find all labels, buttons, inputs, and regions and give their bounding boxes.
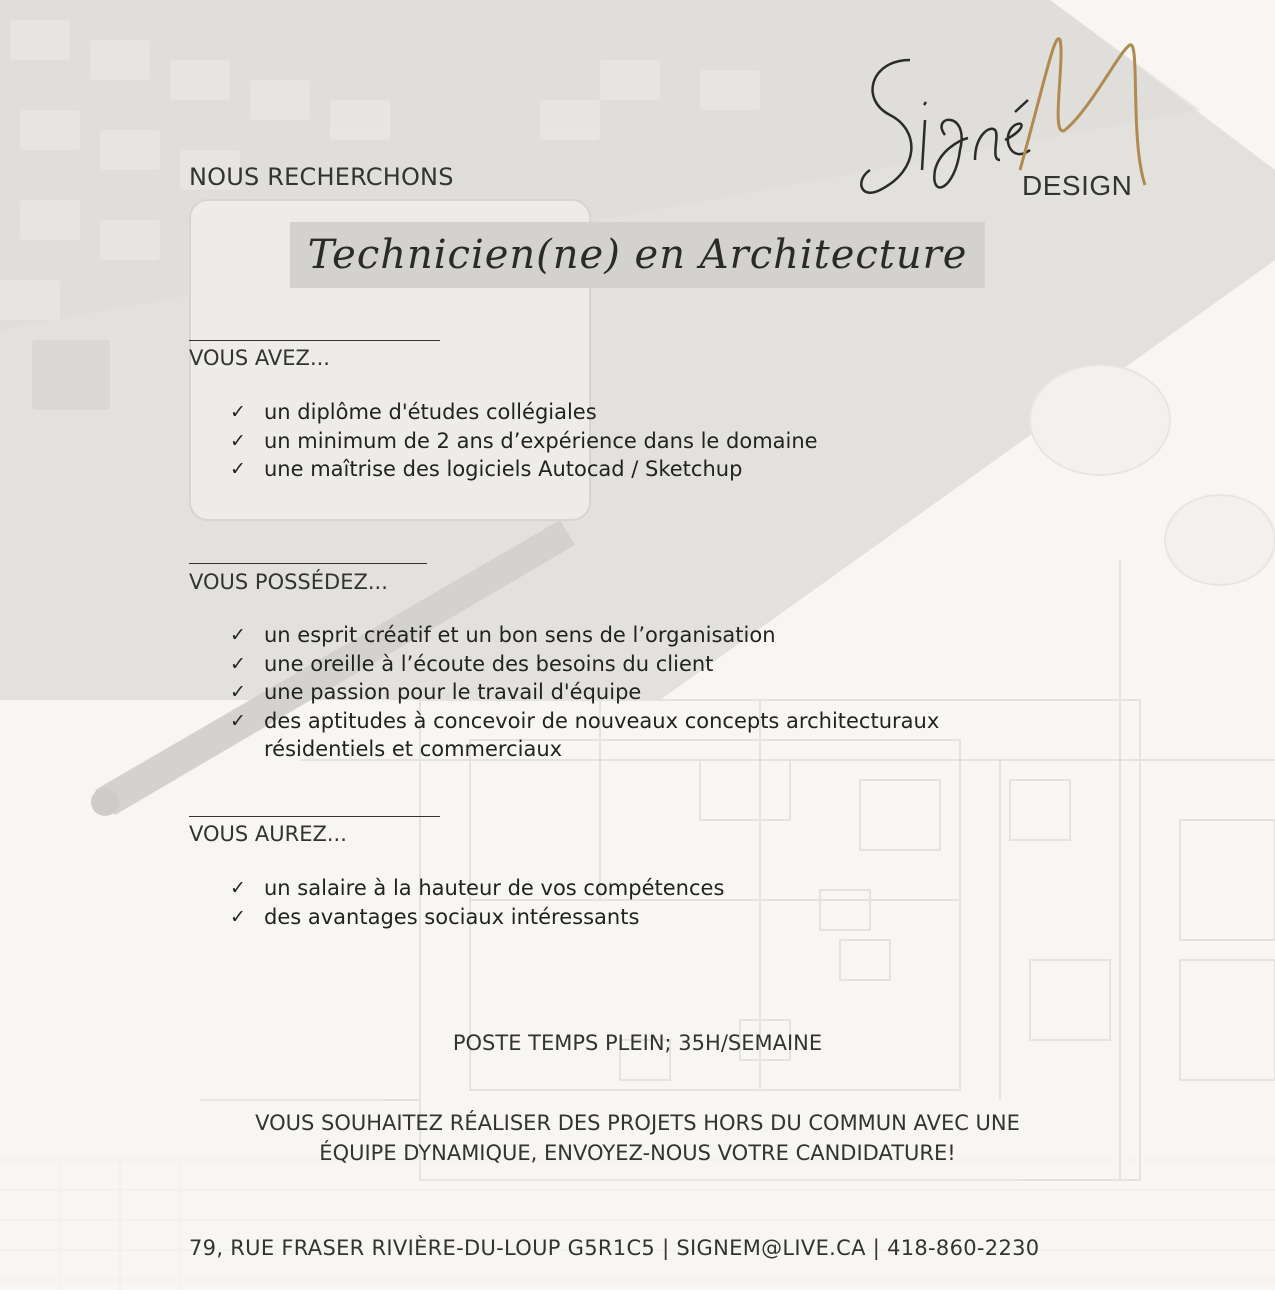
list-item-text: une passion pour le travail d'équipe — [264, 680, 642, 704]
list-item — [228, 707, 988, 764]
list-item — [228, 874, 724, 903]
list-item — [228, 427, 818, 456]
section-title-vous-possedez: VOUS POSSÉDEZ... — [189, 570, 388, 594]
list-vous-avez — [228, 398, 818, 484]
call-to-action — [0, 1108, 1275, 1168]
poste-line: POSTE TEMPS PLEIN; 35H/SEMAINE — [452, 1031, 823, 1055]
list-vous-aurez — [228, 874, 724, 931]
list-item — [228, 650, 988, 679]
job-title: Technicien(ne) en Architecture — [307, 232, 968, 278]
list-vous-possedez — [228, 621, 988, 764]
lead-heading: NOUS RECHERCHONS — [189, 163, 454, 191]
section-title-vous-avez: VOUS AVEZ... — [189, 346, 330, 370]
list-item — [228, 398, 818, 427]
list-item — [228, 621, 988, 650]
list-item-text: un diplôme d'études collégiales — [264, 400, 597, 424]
contact-footer: 79, RUE FRASER RIVIÈRE-DU-LOUP G5R1C5 | SIGNEM@LIVE.CA | 418-860-2230 — [189, 1236, 1040, 1260]
cta-line-1: VOUS SOUHAITEZ RÉALISER DES PROJETS HORS DU COMMUN AVEC UNE — [255, 1111, 1020, 1135]
check-icon: ✓ — [230, 905, 246, 928]
section-rule — [189, 563, 427, 564]
check-icon: ✓ — [230, 709, 246, 732]
check-icon: ✓ — [230, 429, 246, 452]
list-item — [228, 903, 724, 932]
list-item-text: des avantages sociaux intéressants — [264, 904, 640, 929]
list-item — [228, 678, 988, 707]
check-icon: ✓ — [230, 624, 246, 646]
check-icon: ✓ — [230, 877, 246, 899]
check-icon: ✓ — [230, 401, 246, 423]
section-title-vous-aurez: VOUS AUREZ... — [189, 822, 347, 846]
logo-design-word: DESIGN — [1022, 170, 1133, 201]
cta-line-2: ÉQUIPE DYNAMIQUE, ENVOYEZ-NOUS VOTRE CANDIDATURE! — [319, 1141, 956, 1165]
list-item-text: une maîtrise des logiciels Autocad / Sketchup — [264, 457, 743, 481]
list-item — [228, 455, 818, 484]
list-item-text: un salaire à la hauteur de vos compétences — [264, 876, 725, 900]
check-icon: ✓ — [230, 652, 246, 675]
section-rule — [189, 816, 440, 817]
list-item-text: un esprit créatif et un bon sens de l’organisation — [264, 623, 776, 647]
list-item-text: un minimum de 2 ans d’expérience dans le domaine — [264, 428, 818, 453]
check-icon: ✓ — [230, 681, 246, 703]
section-rule — [189, 340, 440, 341]
list-item-text: une oreille à l’écoute des besoins du client — [264, 651, 714, 676]
list-item-text: des aptitudes à concevoir de nouveaux concepts architecturaux résidentiels et commerciaux — [264, 708, 940, 761]
check-icon: ✓ — [230, 458, 246, 480]
